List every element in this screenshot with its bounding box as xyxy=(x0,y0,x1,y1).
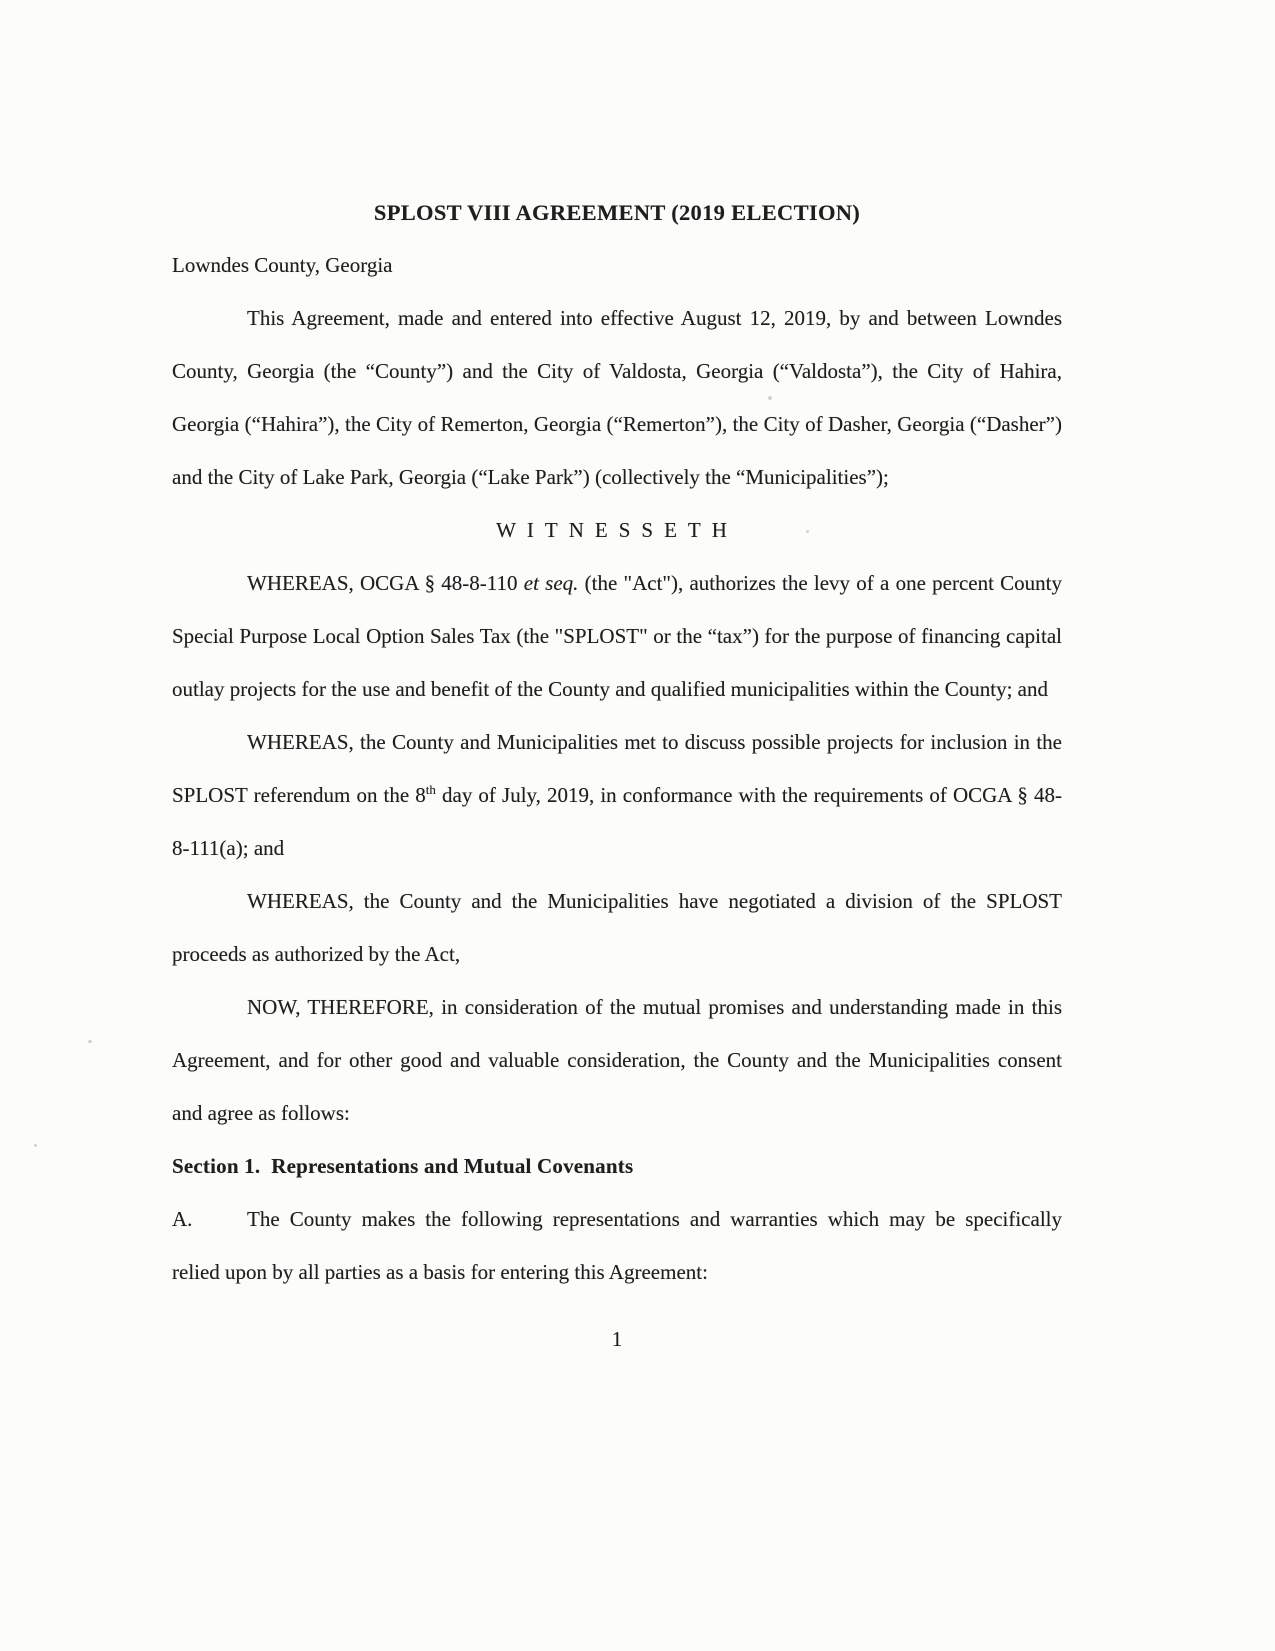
whereas-2-lead: WHEREAS, the County and Municipalities met to discuss possible projects for inclusion in the SPLOST referendum on the 8 xyxy=(172,730,1062,807)
latin-phrase-et-seq: et seq. xyxy=(523,571,579,595)
scan-speck xyxy=(88,1040,92,1043)
document-content xyxy=(172,186,1062,1366)
whereas-clause-1 xyxy=(172,557,1062,716)
whereas-clause-2 xyxy=(172,716,1062,875)
item-a-paragraph xyxy=(172,1193,1062,1299)
document-title: SPLOST VIII AGREEMENT (2019 ELECTION) xyxy=(373,200,861,225)
item-a-label: A. xyxy=(172,1207,193,1231)
section-1-heading: Section 1. Representations and Mutual Covenants xyxy=(172,1154,634,1178)
witnesseth-heading: WITNESSETH xyxy=(496,518,738,542)
item-a-text: The County makes the following representations and warranties which may be specifically relied upon by all parties as a basis for entering this Agreement: xyxy=(172,1207,1062,1284)
intro-paragraph: This Agreement, made and entered into effective August 12, 2019, by and between Lowndes County, Georgia (the “County”) and the City of Valdosta, Georgia (“Valdosta”), the City of Hahira, Georgia (“Hahira”), the City of Remerton, Georgia (“Remerton”), the City of Dasher, Georgia (“Dasher”) and the City of Lake Park, Georgia (“Lake Park”) (collectively the “Municipalities”); xyxy=(172,306,1062,489)
page-number: 1 xyxy=(611,1327,623,1351)
location-line: Lowndes County, Georgia xyxy=(172,253,393,277)
whereas-2-rest: day of July, 2019, in conformance with the requirements of OCGA § 48-8-111(a); and xyxy=(172,783,1062,860)
whereas-1-rest: (the "Act"), authorizes the levy of a one percent County Special Purpose Local Option Sales Tax (the "SPLOST" or the “tax”) for the purpose of financing capital outlay projects for the use and benefit of the County and qualified municipalities within the County; and xyxy=(172,571,1062,701)
now-therefore-paragraph: NOW, THEREFORE, in consideration of the mutual promises and understanding made in this Agreement, and for other good and valuable consideration, the County and the Municipalities consent and agree as follows: xyxy=(172,995,1062,1125)
ordinal-superscript: th xyxy=(425,782,436,797)
scan-speck xyxy=(34,1144,37,1147)
whereas-clause-3: WHEREAS, the County and the Municipalities have negotiated a division of the SPLOST proceeds as authorized by the Act, xyxy=(172,889,1062,966)
whereas-1-lead: WHEREAS, OCGA § 48-8-110 xyxy=(247,571,524,595)
